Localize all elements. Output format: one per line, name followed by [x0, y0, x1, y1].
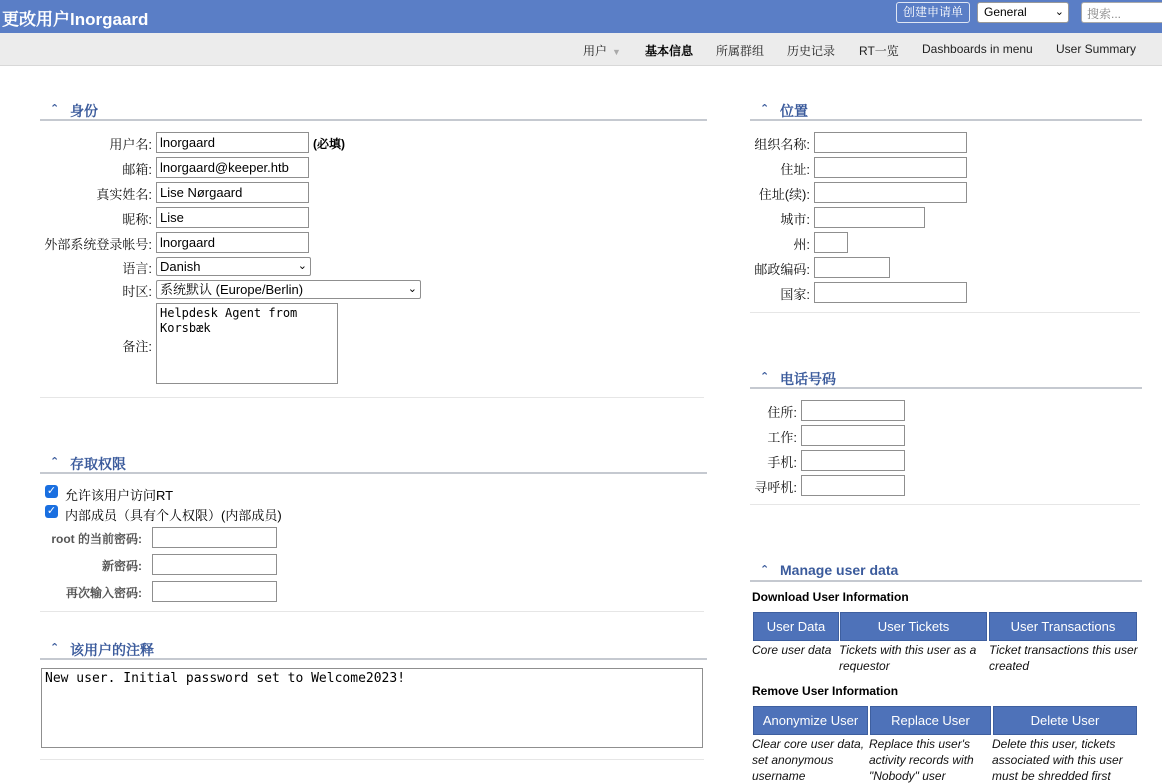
access-title-label: 存取权限 — [70, 456, 126, 472]
tab-rt-at-a-glance[interactable]: RT一览 — [859, 44, 899, 58]
privileged-checkbox[interactable]: ✓ — [46, 505, 57, 517]
chevron-down-icon: ⌄ — [407, 283, 417, 295]
zip-field[interactable] — [814, 257, 890, 278]
collapse-caret-icon[interactable]: ⌃ — [760, 564, 770, 576]
nav-user-menu[interactable] — [583, 42, 621, 59]
comments-textarea[interactable]: Helpdesk Agent from Korsbæk — [156, 303, 338, 384]
page-title: 更改用户lnorgaard — [2, 10, 149, 29]
delete-user-description: Delete this user, tickets associated with this user must be shredded first — [992, 737, 1123, 783]
home-phone-field[interactable] — [801, 400, 905, 421]
pager-field[interactable] — [801, 475, 905, 496]
address1-field[interactable] — [814, 157, 967, 178]
email-field[interactable]: lnorgaard@keeper.htb — [156, 157, 309, 178]
page-menu — [0, 33, 1162, 66]
external-auth-field[interactable]: lnorgaard — [156, 232, 309, 253]
enabled-label: 允许该用户访问RT — [65, 488, 174, 503]
username-field[interactable]: lnorgaard — [156, 132, 309, 153]
city-label: 城市: — [780, 212, 810, 227]
timezone-select-value: 系统默认 (Europe/Berlin) — [160, 282, 304, 297]
user-transactions-button[interactable]: User Transactions — [989, 612, 1137, 641]
user-transactions-description: Ticket transactions this user created — [989, 643, 1138, 673]
state-label: 州: — [793, 237, 810, 252]
collapse-caret-icon[interactable]: ⌃ — [50, 642, 60, 654]
dropdown-triangle-icon: ▼ — [612, 47, 621, 57]
replace-user-button[interactable]: Replace User — [870, 706, 991, 735]
organization-field[interactable] — [814, 132, 967, 153]
collapse-caret-icon[interactable]: ⌃ — [760, 371, 770, 383]
mobile-phone-label: 手机: — [767, 455, 797, 470]
chevron-down-icon: ⌄ — [1054, 6, 1064, 18]
privileged-label: 内部成员（具有个人权限）(内部成员) — [65, 508, 282, 523]
enabled-checkbox[interactable]: ✓ — [46, 485, 57, 497]
manage-user-data-title-label: Manage user data — [780, 562, 899, 578]
nav-user-label: 用户 — [583, 44, 608, 58]
download-heading: Download User Information — [752, 590, 909, 604]
user-tickets-button[interactable]: User Tickets — [840, 612, 987, 641]
top-header — [0, 0, 1162, 33]
user-comments-textarea[interactable]: New user. Initial password set to Welcome2023! — [41, 668, 703, 748]
mobile-phone-field[interactable] — [801, 450, 905, 471]
work-phone-label: 工作: — [767, 430, 797, 445]
confirm-password-field[interactable] — [152, 581, 277, 602]
timezone-select[interactable] — [156, 280, 421, 299]
confirm-password-label: 再次输入密码: — [66, 586, 142, 600]
create-ticket-button[interactable]: 创建申请单 — [896, 2, 970, 23]
queue-select[interactable] — [977, 2, 1069, 23]
section-divider — [40, 397, 704, 398]
user-comments-title-label: 该用户的注释 — [70, 642, 154, 658]
language-select-value: Danish — [160, 259, 201, 274]
required-note: (必填) — [313, 137, 345, 151]
pager-label: 寻呼机: — [754, 480, 797, 495]
new-password-label: 新密码: — [102, 559, 142, 573]
identity-title-label: 身份 — [70, 103, 98, 119]
address2-field[interactable] — [814, 182, 967, 203]
address1-label: 住址: — [780, 162, 810, 177]
section-divider — [750, 504, 1140, 505]
queue-select-value: General — [984, 5, 1027, 19]
tab-groups[interactable]: 所属群组 — [716, 44, 765, 58]
chevron-down-icon: ⌄ — [297, 260, 307, 272]
timezone-label: 时区: — [122, 284, 152, 299]
remove-heading: Remove User Information — [752, 684, 899, 698]
realname-field[interactable]: Lise Nørgaard — [156, 182, 309, 203]
address2-label: 住址(续): — [758, 187, 810, 202]
anonymize-user-description: Clear core user data, set anonymous username — [752, 737, 865, 783]
tab-user-summary[interactable]: User Summary — [1056, 42, 1137, 56]
collapse-caret-icon[interactable]: ⌃ — [50, 456, 60, 468]
state-field[interactable] — [814, 232, 848, 253]
home-phone-label: 住所: — [767, 405, 797, 420]
nickname-field[interactable]: Lise — [156, 207, 309, 228]
current-password-field[interactable] — [152, 527, 277, 548]
manage-user-data-section-title[interactable] — [750, 562, 1142, 582]
anonymize-user-button[interactable]: Anonymize User — [753, 706, 868, 735]
country-label: 国家: — [780, 287, 810, 302]
zip-label: 邮政编码: — [754, 262, 810, 277]
new-password-field[interactable] — [152, 554, 277, 575]
phones-title-label: 电话号码 — [780, 371, 836, 387]
user-comments-section-title[interactable] — [40, 640, 707, 660]
identity-section-title[interactable] — [40, 101, 707, 121]
delete-user-button[interactable]: Delete User — [993, 706, 1137, 735]
realname-label: 真实姓名: — [96, 187, 152, 202]
language-label: 语言: — [122, 261, 152, 276]
section-divider — [750, 312, 1140, 313]
organization-label: 组织名称: — [754, 137, 810, 152]
external-auth-label: 外部系统登录帐号: — [44, 237, 152, 252]
section-divider — [40, 759, 704, 760]
replace-user-description: Replace this user's activity records with "Nobody" user — [869, 737, 974, 783]
location-section-title[interactable] — [750, 101, 1142, 121]
username-label: 用户名: — [109, 137, 152, 152]
comments-label: 备注: — [122, 339, 152, 354]
email-label: 邮箱: — [122, 162, 152, 177]
search-input[interactable]: 搜索... — [1081, 2, 1162, 23]
nickname-label: 昵称: — [122, 212, 152, 227]
section-divider — [40, 611, 704, 612]
work-phone-field[interactable] — [801, 425, 905, 446]
country-field[interactable] — [814, 282, 967, 303]
language-select[interactable] — [156, 257, 311, 276]
collapse-caret-icon[interactable]: ⌃ — [760, 103, 770, 115]
location-title-label: 位置 — [780, 103, 808, 119]
phones-section-title[interactable] — [750, 369, 1142, 389]
user-data-description: Core user data — [752, 643, 832, 657]
tab-basics[interactable]: 基本信息 — [645, 44, 694, 58]
collapse-caret-icon[interactable]: ⌃ — [50, 103, 60, 115]
tab-history[interactable]: 历史记录 — [787, 44, 836, 58]
access-section-title[interactable] — [40, 454, 707, 474]
user-tickets-description: Tickets with this user as a requestor — [839, 643, 977, 673]
current-password-label: root 的当前密码: — [51, 532, 142, 546]
tab-dashboards-in-menu[interactable]: Dashboards in menu — [922, 42, 1033, 56]
user-data-button[interactable]: User Data — [753, 612, 839, 641]
city-field[interactable] — [814, 207, 925, 228]
